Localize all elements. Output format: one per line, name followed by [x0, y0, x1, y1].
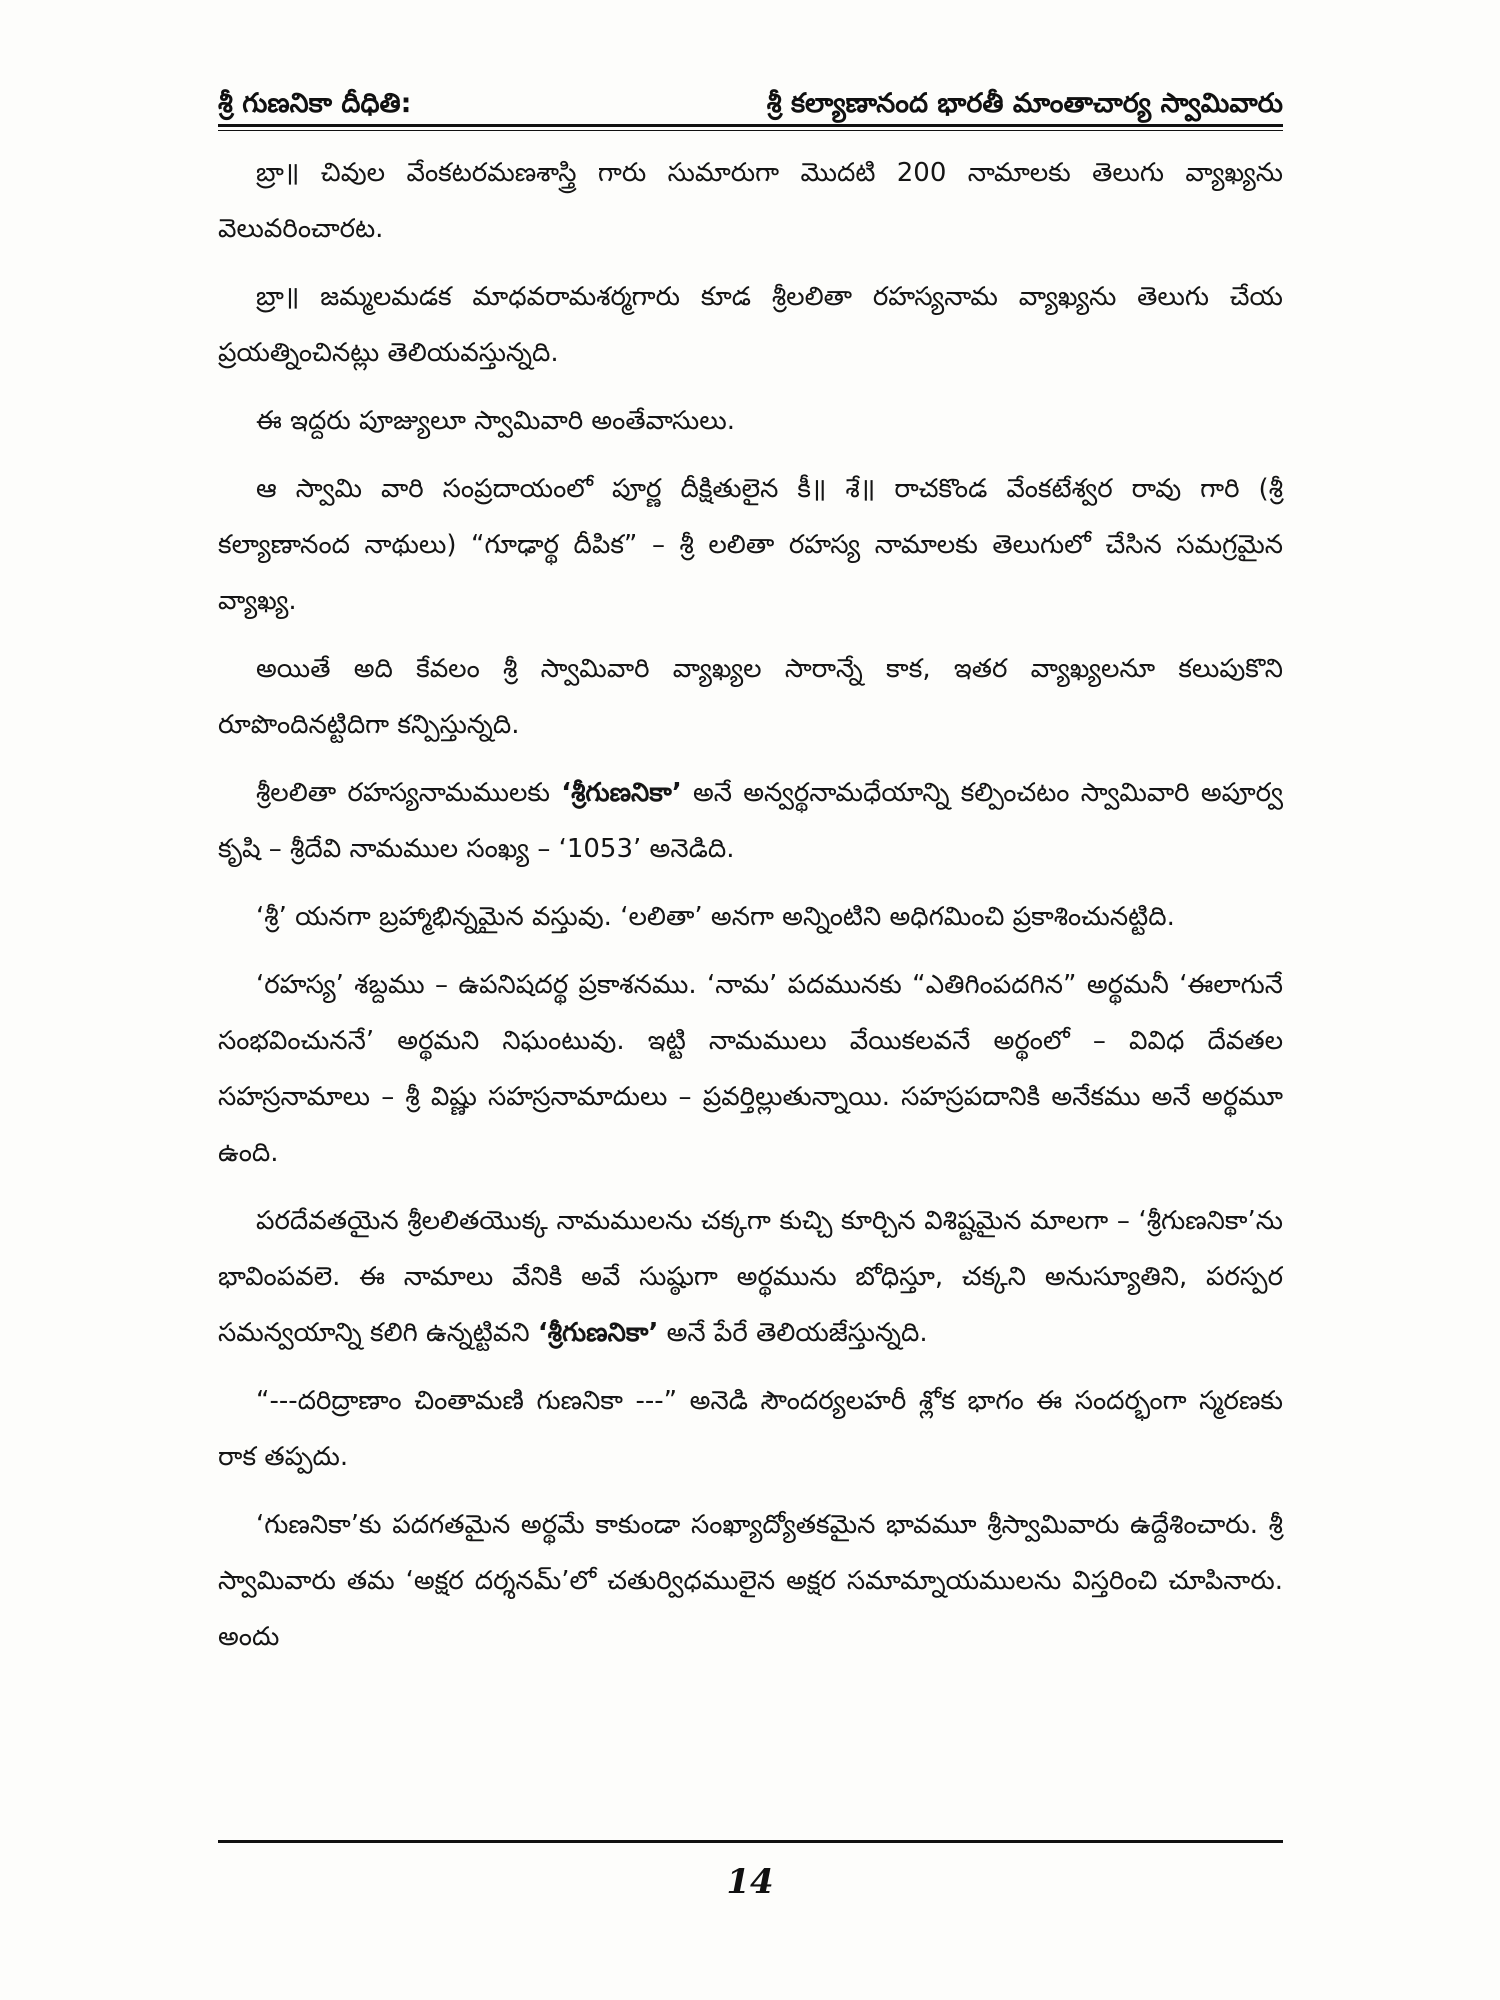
- paragraph-text: బ్రా॥ చివుల వేంకటరమణశాస్త్రి గారు సుమారుగా మొదటి 200 నామాలకు తెలుగు వ్యాఖ్యను వెలువరించారట.: [218, 158, 1283, 244]
- paragraph: [218, 269, 1283, 381]
- paragraph-text: అయితే అది కేవలం శ్రీ స్వామివారి వ్యాఖ్యల సారాన్నే కాక, ఇతర వ్యాఖ్యలనూ కలుపుకొని రూపొందినట్టిదిగా కన్పిస్తున్నది.: [218, 654, 1283, 740]
- header-right-title: శ్రీ కల్యాణానంద భారతీ మాంతాచార్య స్వామివారు: [766, 87, 1283, 119]
- paragraph-text: శ్రీలలితా రహస్యనామములకు: [256, 778, 562, 808]
- paragraph-text: పరదేవతయైన శ్రీలలితయొక్క నామములను చక్కగా కుచ్చి కూర్చిన విశిష్టమైన మాలగా – ‘శ్రీగుణనికా’ను భావింపవలె. ఈ నామాలు వేనికి అవే సుష్ఠుగా అర్థమును బోధిస్తూ, చక్కని అనుస్యూతిని, పరస్పర సమన్వయాన్ని కలిగి ఉన్నట్టివని: [218, 1206, 1283, 1348]
- paragraph-text: ఆ స్వామి వారి సంప్రదాయంలో పూర్ణ దీక్షితులైన కీ॥ శే॥ రాచకొండ వేంకటేశ్వర రావు గారి (శ్రీ కల్యాణానంద నాథులు) “గూఢార్థ దీపిక” – శ్రీ లలితా రహస్య నామాలకు తెలుగులో చేసిన సమగ్రమైన వ్యాఖ్య.: [218, 474, 1283, 616]
- body-text: [218, 145, 1283, 1677]
- paragraph: [218, 765, 1283, 877]
- paragraph: [218, 393, 1283, 449]
- paragraph: [218, 641, 1283, 753]
- paragraph-text: ‘శ్రీ’ యనగా బ్రహ్మాభిన్నమైన వస్తువు. ‘లలితా’ అనగా అన్నింటిని అధిగమించి ప్రకాశించునట్టిది.: [256, 902, 1175, 932]
- paragraph: [218, 957, 1283, 1181]
- paragraph: [218, 1497, 1283, 1665]
- header-rule: [218, 124, 1283, 127]
- bold-term: ‘శ్రీగుణనికా’: [561, 778, 682, 808]
- paragraph: [218, 1373, 1283, 1485]
- paragraph: [218, 145, 1283, 257]
- running-header: [218, 70, 1283, 120]
- header-left-title: శ్రీ గుణనికా దీధితి:: [218, 87, 412, 119]
- paragraph-text: ‘గుణనికా’కు పదగతమైన అర్థమే కాకుండా సంఖ్యాద్యోతకమైన భావమూ శ్రీస్వామివారు ఉద్దేశించారు. శ్రీ స్వామివారు తమ ‘అక్షర దర్శనమ్’లో చతుర్విధములైన అక్షర సమామ్నాయములను విస్తరించి చూపినారు. అందు: [218, 1510, 1283, 1652]
- paragraph-text: బ్రా॥ జమ్మలమడక మాధవరామశర్మగారు కూడ శ్రీలలితా రహస్యనామ వ్యాఖ్యను తెలుగు చేయ ప్రయత్నించినట్లు తెలియవస్తున్నది.: [218, 282, 1283, 368]
- paragraph-text: అనే అన్వర్థనామధేయాన్ని కల్పించటం స్వామివారి అపూర్వ కృషి – శ్రీదేవి నామముల సంఖ్య – ‘1053’ అనెడిది.: [218, 778, 1283, 864]
- paragraph: [218, 889, 1283, 945]
- page-number: 14: [726, 1862, 774, 1902]
- paragraph: [218, 1193, 1283, 1361]
- paragraph-text: “---దరిద్రాణాం చింతామణి గుణనికా ---” అనెడి సౌందర్యలహరీ శ్లోక భాగం ఈ సందర్భంగా స్మరణకు రాక తప్పదు.: [218, 1386, 1283, 1472]
- paragraph: [218, 461, 1283, 629]
- paragraph-text: ఈ ఇద్దరు పూజ్యులూ స్వామివారి అంతేవాసులు.: [256, 406, 735, 436]
- paragraph-text: ‘రహస్య’ శబ్దము – ఉపనిషదర్థ ప్రకాశనము. ‘నామ’ పదమునకు “ఎతిగింపదగిన” అర్థమనీ ‘ఈలాగునే సంభవించుననే’ అర్థమని నిఘంటువు. ఇట్టి నామములు వేయికలవనే అర్థంలో – వివిధ దేవతల సహస్రనామాలు – శ్రీ విష్ణు సహస్రనామాదులు – ప్రవర్తిల్లుతున్నాయి. సహస్రపదానికి అనేకము అనే అర్థమూ ఉంది.: [218, 970, 1283, 1168]
- footer-rule: [218, 1840, 1283, 1843]
- bold-term: ‘శ్రీగుణనికా’: [537, 1318, 659, 1348]
- header-rule-thin: [218, 130, 1283, 131]
- paragraph-text: అనే పేరే తెలియజేస్తున్నది.: [658, 1318, 928, 1348]
